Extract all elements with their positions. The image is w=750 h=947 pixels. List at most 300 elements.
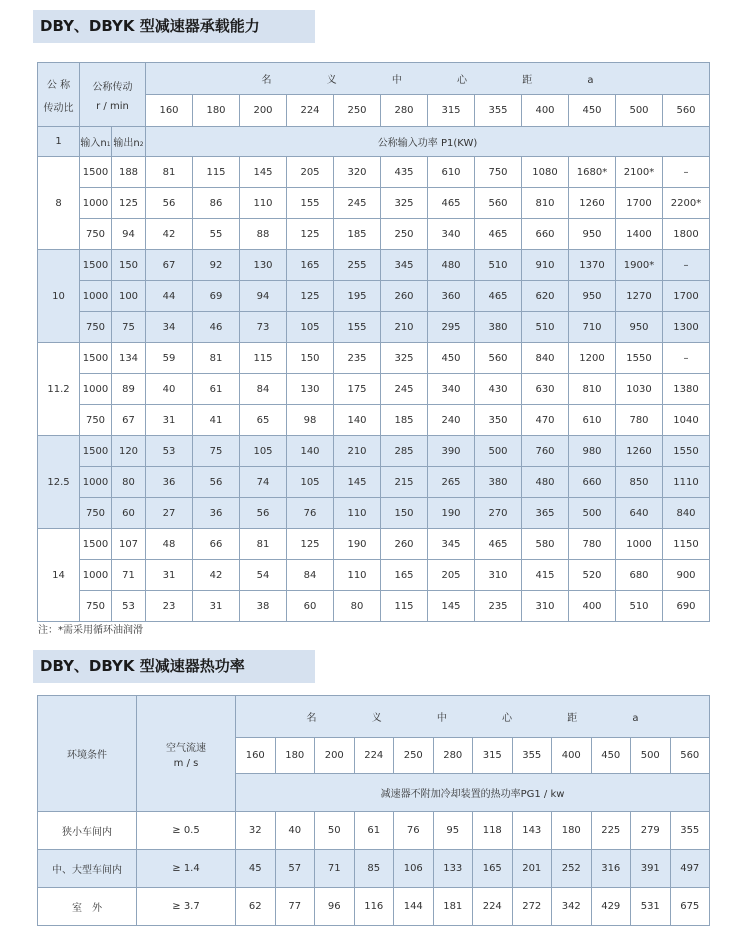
power-value-cell: 465	[475, 219, 522, 250]
power-value-cell: 2100*	[616, 157, 663, 188]
power-value-cell: 310	[475, 560, 522, 591]
power-value-cell: 980	[569, 436, 616, 467]
power-value-cell: 350	[475, 405, 522, 436]
power-value-cell: 560	[475, 188, 522, 219]
power-value-cell: 415	[522, 560, 569, 591]
power-value-cell: 1200	[569, 343, 616, 374]
output-speed-cell: 71	[112, 560, 146, 591]
power-value-cell: 145	[240, 157, 287, 188]
power-value-cell: 610	[569, 405, 616, 436]
power-value-cell: 900	[663, 560, 710, 591]
ratio-cell: 10	[38, 250, 80, 343]
power-value-cell: 435	[381, 157, 428, 188]
input-speed-cell: 1500	[80, 157, 112, 188]
power-value-cell: 205	[428, 560, 475, 591]
power-value-cell: 760	[522, 436, 569, 467]
power-value-cell: 840	[663, 498, 710, 529]
power-value-cell: 1260	[569, 188, 616, 219]
power-value-cell: 380	[475, 312, 522, 343]
power-value-cell: 245	[334, 188, 381, 219]
power-value-cell: 610	[428, 157, 475, 188]
power-value-cell: 400	[569, 591, 616, 622]
power-value-cell: 580	[522, 529, 569, 560]
power-value-cell: 41	[193, 405, 240, 436]
output-speed-cell: 75	[112, 312, 146, 343]
power-value-cell: 510	[475, 250, 522, 281]
thermal-value-cell: 224	[473, 888, 513, 926]
size-header-cell: 280	[433, 738, 473, 774]
power-value-cell: 125	[287, 219, 334, 250]
size-header-cell: 160	[146, 95, 193, 127]
power-value-cell: 36	[193, 498, 240, 529]
thermal-value-cell: 497	[670, 850, 710, 888]
power-value-cell: 54	[240, 560, 287, 591]
size-header-cell: 560	[670, 738, 710, 774]
power-value-cell: 285	[381, 436, 428, 467]
input-speed-cell: 1000	[80, 188, 112, 219]
power-value-cell: 465	[428, 188, 475, 219]
input-speed-cell: 750	[80, 405, 112, 436]
power-value-cell: 145	[428, 591, 475, 622]
power-value-cell: 140	[287, 436, 334, 467]
size-header-cell: 250	[394, 738, 434, 774]
power-value-cell: 53	[146, 436, 193, 467]
power-value-cell: 150	[287, 343, 334, 374]
input-speed-cell: 1500	[80, 250, 112, 281]
power-value-cell: 76	[287, 498, 334, 529]
power-value-cell: 75	[193, 436, 240, 467]
power-value-cell: 205	[287, 157, 334, 188]
table-row	[38, 529, 710, 560]
env-header: 环境条件	[38, 696, 137, 812]
power-value-cell: 1680*	[569, 157, 616, 188]
ratio-cell: 11.2	[38, 343, 80, 436]
power-value-cell: 240	[428, 405, 475, 436]
power-value-cell: 92	[193, 250, 240, 281]
thermal-value-cell: 45	[236, 850, 276, 888]
capacity-title: DBY、DBYK 型减速器承载能力	[33, 10, 315, 43]
power-value-cell: 430	[475, 374, 522, 405]
power-value-cell: 780	[569, 529, 616, 560]
power-value-cell: 190	[428, 498, 475, 529]
power-value-cell: 465	[475, 281, 522, 312]
table-row	[38, 312, 710, 343]
size-header-cell: 180	[193, 95, 240, 127]
power-value-cell: 480	[428, 250, 475, 281]
air-speed-cell: ≥ 0.5	[137, 812, 236, 850]
power-value-cell: 195	[334, 281, 381, 312]
power-value-cell: 1700	[616, 188, 663, 219]
thermal-power-header: 减速器不附加冷却装置的热功率PG1 / kw	[236, 774, 710, 812]
power-value-cell: 245	[381, 374, 428, 405]
power-value-cell: 80	[334, 591, 381, 622]
power-value-cell: 235	[334, 343, 381, 374]
table-row	[38, 888, 710, 926]
input-speed-cell: 1000	[80, 560, 112, 591]
thermal-value-cell: 675	[670, 888, 710, 926]
thermal-value-cell: 391	[631, 850, 671, 888]
power-value-cell: 44	[146, 281, 193, 312]
power-value-cell: 680	[616, 560, 663, 591]
power-value-cell: 59	[146, 343, 193, 374]
table-row	[38, 498, 710, 529]
size-header-cell: 500	[616, 95, 663, 127]
power-value-cell: 1550	[616, 343, 663, 374]
power-value-cell: 165	[287, 250, 334, 281]
table-row	[38, 374, 710, 405]
power-value-cell: 65	[240, 405, 287, 436]
power-value-cell: 1030	[616, 374, 663, 405]
power-value-cell: 210	[381, 312, 428, 343]
power-value-cell: 38	[240, 591, 287, 622]
capacity-table	[37, 62, 710, 622]
power-value-cell: 190	[334, 529, 381, 560]
power-value-cell: 910	[522, 250, 569, 281]
power-value-cell: 31	[146, 405, 193, 436]
table-row	[38, 591, 710, 622]
thermal-value-cell: 76	[394, 812, 434, 850]
power-value-cell: 630	[522, 374, 569, 405]
power-value-cell: 2200*	[663, 188, 710, 219]
power-value-cell: 86	[193, 188, 240, 219]
thermal-value-cell: 272	[512, 888, 552, 926]
output-speed-cell: 89	[112, 374, 146, 405]
power-value-cell: 81	[240, 529, 287, 560]
size-header-cell: 160	[236, 738, 276, 774]
power-value-cell: 750	[475, 157, 522, 188]
power-value-cell: 145	[334, 467, 381, 498]
power-value-cell: 500	[475, 436, 522, 467]
thermal-value-cell: 77	[275, 888, 315, 926]
thermal-title: DBY、DBYK 型减速器热功率	[33, 650, 315, 683]
ratio-unit-cell: 1	[38, 127, 80, 157]
output-speed-cell: 80	[112, 467, 146, 498]
table-row	[38, 250, 710, 281]
power-value-cell: 81	[193, 343, 240, 374]
thermal-value-cell: 342	[552, 888, 592, 926]
power-value-cell: 1550	[663, 436, 710, 467]
input-speed-cell: 750	[80, 219, 112, 250]
output-speed-cell: 120	[112, 436, 146, 467]
output-speed-cell: 125	[112, 188, 146, 219]
output-speed-cell: 94	[112, 219, 146, 250]
power-value-cell: 60	[287, 591, 334, 622]
power-value-cell: 380	[475, 467, 522, 498]
table-row	[38, 467, 710, 498]
input-speed-cell: 1000	[80, 467, 112, 498]
table-row	[38, 188, 710, 219]
power-value-cell: 345	[428, 529, 475, 560]
center-distance-header: 名 义 中 心 距 a	[146, 63, 710, 95]
power-value-cell: 295	[428, 312, 475, 343]
thermal-value-cell: 85	[354, 850, 394, 888]
table-row	[38, 560, 710, 591]
power-value-cell: 56	[240, 498, 287, 529]
power-value-cell: 340	[428, 374, 475, 405]
power-value-cell: 88	[240, 219, 287, 250]
power-value-cell: 98	[287, 405, 334, 436]
power-value-cell: 115	[240, 343, 287, 374]
thermal-value-cell: 225	[591, 812, 631, 850]
power-value-cell: 1700	[663, 281, 710, 312]
power-value-cell: 260	[381, 281, 428, 312]
power-value-cell: 115	[381, 591, 428, 622]
size-header-cell: 560	[663, 95, 710, 127]
thermal-value-cell: 201	[512, 850, 552, 888]
power-value-cell: 810	[569, 374, 616, 405]
ratio-cell: 12.5	[38, 436, 80, 529]
air-speed-header: 空气流速 m / s	[137, 696, 236, 812]
power-value-cell: 690	[663, 591, 710, 622]
power-value-cell: 23	[146, 591, 193, 622]
power-value-cell: 210	[334, 436, 381, 467]
power-value-cell: 105	[287, 467, 334, 498]
power-value-cell: 250	[381, 219, 428, 250]
power-value-cell: 320	[334, 157, 381, 188]
power-value-cell: 105	[240, 436, 287, 467]
power-value-cell: 1800	[663, 219, 710, 250]
power-value-cell: 1000	[616, 529, 663, 560]
lubrication-note: 注：*需采用循环油润滑	[38, 625, 143, 636]
input-speed-cell: 1500	[80, 343, 112, 374]
power-value-cell: 27	[146, 498, 193, 529]
size-header-cell: 315	[473, 738, 513, 774]
power-value-cell: 46	[193, 312, 240, 343]
input-speed-cell: 750	[80, 591, 112, 622]
power-value-cell: 345	[381, 250, 428, 281]
power-value-cell: 1400	[616, 219, 663, 250]
output-speed-cell: 134	[112, 343, 146, 374]
power-value-cell: 235	[475, 591, 522, 622]
power-value-cell: 260	[381, 529, 428, 560]
size-header-cell: 400	[552, 738, 592, 774]
thermal-value-cell: 279	[631, 812, 671, 850]
power-value-cell: 125	[287, 281, 334, 312]
power-value-cell: 850	[616, 467, 663, 498]
power-value-cell: 56	[193, 467, 240, 498]
power-value-cell: –	[663, 343, 710, 374]
input-speed-header: 输入n1	[80, 127, 112, 157]
power-value-cell: 110	[334, 560, 381, 591]
power-value-cell: 810	[522, 188, 569, 219]
power-value-cell: 84	[240, 374, 287, 405]
thermal-value-cell: 62	[236, 888, 276, 926]
power-value-cell: 365	[522, 498, 569, 529]
power-value-cell: 560	[475, 343, 522, 374]
power-value-cell: 34	[146, 312, 193, 343]
power-value-cell: 640	[616, 498, 663, 529]
power-value-cell: 255	[334, 250, 381, 281]
power-value-cell: 115	[193, 157, 240, 188]
power-value-cell: 325	[381, 188, 428, 219]
ratio-cell: 8	[38, 157, 80, 250]
power-value-cell: 36	[146, 467, 193, 498]
size-header-cell: 200	[240, 95, 287, 127]
power-value-cell: 1270	[616, 281, 663, 312]
power-value-cell: 390	[428, 436, 475, 467]
input-speed-cell: 1000	[80, 281, 112, 312]
output-speed-cell: 60	[112, 498, 146, 529]
thermal-center-distance-header: 名 义 中 心 距 a	[236, 696, 710, 738]
power-value-cell: 69	[193, 281, 240, 312]
power-value-cell: 710	[569, 312, 616, 343]
input-speed-cell: 750	[80, 498, 112, 529]
power-value-cell: 660	[522, 219, 569, 250]
air-speed-cell: ≥ 3.7	[137, 888, 236, 926]
size-header-cell: 224	[354, 738, 394, 774]
power-value-cell: 1370	[569, 250, 616, 281]
size-header-cell: 280	[381, 95, 428, 127]
power-value-cell: 105	[287, 312, 334, 343]
size-header-cell: 200	[315, 738, 355, 774]
size-header-cell: 250	[334, 95, 381, 127]
power-value-cell: 110	[334, 498, 381, 529]
power-value-cell: 42	[146, 219, 193, 250]
table-row	[38, 812, 710, 850]
output-speed-cell: 107	[112, 529, 146, 560]
env-cell: 室 外	[38, 888, 137, 926]
thermal-value-cell: 50	[315, 812, 355, 850]
power-value-cell: 48	[146, 529, 193, 560]
power-value-cell: 480	[522, 467, 569, 498]
thermal-value-cell: 118	[473, 812, 513, 850]
power-value-cell: 620	[522, 281, 569, 312]
power-value-cell: 470	[522, 405, 569, 436]
output-speed-cell: 150	[112, 250, 146, 281]
power-value-cell: 73	[240, 312, 287, 343]
size-header-cell: 315	[428, 95, 475, 127]
thermal-value-cell: 355	[670, 812, 710, 850]
table-row	[38, 436, 710, 467]
power-value-cell: 56	[146, 188, 193, 219]
power-value-cell: –	[663, 250, 710, 281]
power-value-cell: 840	[522, 343, 569, 374]
ratio-cell: 14	[38, 529, 80, 622]
size-header-cell: 355	[475, 95, 522, 127]
power-value-cell: 265	[428, 467, 475, 498]
power-value-cell: 185	[334, 219, 381, 250]
thermal-value-cell: 143	[512, 812, 552, 850]
input-speed-cell: 1500	[80, 436, 112, 467]
power-value-cell: 66	[193, 529, 240, 560]
size-header-cell: 355	[512, 738, 552, 774]
power-value-cell: 165	[381, 560, 428, 591]
power-value-cell: 360	[428, 281, 475, 312]
power-value-cell: 84	[287, 560, 334, 591]
power-value-cell: 510	[616, 591, 663, 622]
output-speed-header: 输出n2	[112, 127, 146, 157]
power-value-cell: 1110	[663, 467, 710, 498]
size-header-cell: 450	[591, 738, 631, 774]
air-speed-cell: ≥ 1.4	[137, 850, 236, 888]
thermal-value-cell: 429	[591, 888, 631, 926]
power-value-cell: 94	[240, 281, 287, 312]
power-value-cell: 31	[146, 560, 193, 591]
thermal-value-cell: 61	[354, 812, 394, 850]
power-value-cell: 40	[146, 374, 193, 405]
power-value-cell: 340	[428, 219, 475, 250]
power-value-cell: 185	[381, 405, 428, 436]
power-value-cell: 950	[616, 312, 663, 343]
power-value-cell: 215	[381, 467, 428, 498]
power-value-cell: 1150	[663, 529, 710, 560]
power-value-cell: –	[663, 157, 710, 188]
power-value-cell: 1900*	[616, 250, 663, 281]
thermal-value-cell: 57	[275, 850, 315, 888]
power-value-cell: 61	[193, 374, 240, 405]
input-speed-cell: 1500	[80, 529, 112, 560]
output-speed-cell: 100	[112, 281, 146, 312]
size-header-cell: 500	[631, 738, 671, 774]
table-row	[38, 850, 710, 888]
table-row	[38, 157, 710, 188]
table-row	[38, 281, 710, 312]
power-value-cell: 42	[193, 560, 240, 591]
table-row	[38, 219, 710, 250]
size-header-cell: 400	[522, 95, 569, 127]
size-header-cell: 450	[569, 95, 616, 127]
output-speed-cell: 67	[112, 405, 146, 436]
speed-header: 公称传动 r / min	[80, 63, 146, 127]
power-value-cell: 520	[569, 560, 616, 591]
power-value-cell: 130	[287, 374, 334, 405]
thermal-value-cell: 106	[394, 850, 434, 888]
thermal-value-cell: 144	[394, 888, 434, 926]
power-value-cell: 31	[193, 591, 240, 622]
power-value-cell: 150	[381, 498, 428, 529]
power-value-cell: 155	[334, 312, 381, 343]
thermal-value-cell: 180	[552, 812, 592, 850]
power-value-cell: 950	[569, 219, 616, 250]
power-value-cell: 155	[287, 188, 334, 219]
power-value-cell: 465	[475, 529, 522, 560]
size-header-cell: 224	[287, 95, 334, 127]
power-value-cell: 510	[522, 312, 569, 343]
output-speed-cell: 53	[112, 591, 146, 622]
power-value-cell: 74	[240, 467, 287, 498]
power-value-cell: 175	[334, 374, 381, 405]
power-value-cell: 1300	[663, 312, 710, 343]
power-value-cell: 110	[240, 188, 287, 219]
table-row	[38, 405, 710, 436]
env-cell: 中、大型车间内	[38, 850, 137, 888]
power-value-cell: 67	[146, 250, 193, 281]
env-cell: 狭小车间内	[38, 812, 137, 850]
thermal-value-cell: 316	[591, 850, 631, 888]
power-value-cell: 310	[522, 591, 569, 622]
power-value-cell: 130	[240, 250, 287, 281]
thermal-value-cell: 165	[473, 850, 513, 888]
power-value-cell: 1080	[522, 157, 569, 188]
power-value-cell: 1040	[663, 405, 710, 436]
thermal-value-cell: 95	[433, 812, 473, 850]
power-value-cell: 140	[334, 405, 381, 436]
power-value-cell: 270	[475, 498, 522, 529]
ratio-header: 公 称 传动比	[38, 63, 80, 127]
power-value-cell: 325	[381, 343, 428, 374]
output-speed-cell: 188	[112, 157, 146, 188]
input-speed-cell: 750	[80, 312, 112, 343]
power-value-cell: 450	[428, 343, 475, 374]
power-value-cell: 125	[287, 529, 334, 560]
thermal-value-cell: 133	[433, 850, 473, 888]
thermal-value-cell: 252	[552, 850, 592, 888]
power-value-cell: 1380	[663, 374, 710, 405]
power-value-cell: 81	[146, 157, 193, 188]
power-value-cell: 660	[569, 467, 616, 498]
thermal-value-cell: 96	[315, 888, 355, 926]
power-value-cell: 55	[193, 219, 240, 250]
